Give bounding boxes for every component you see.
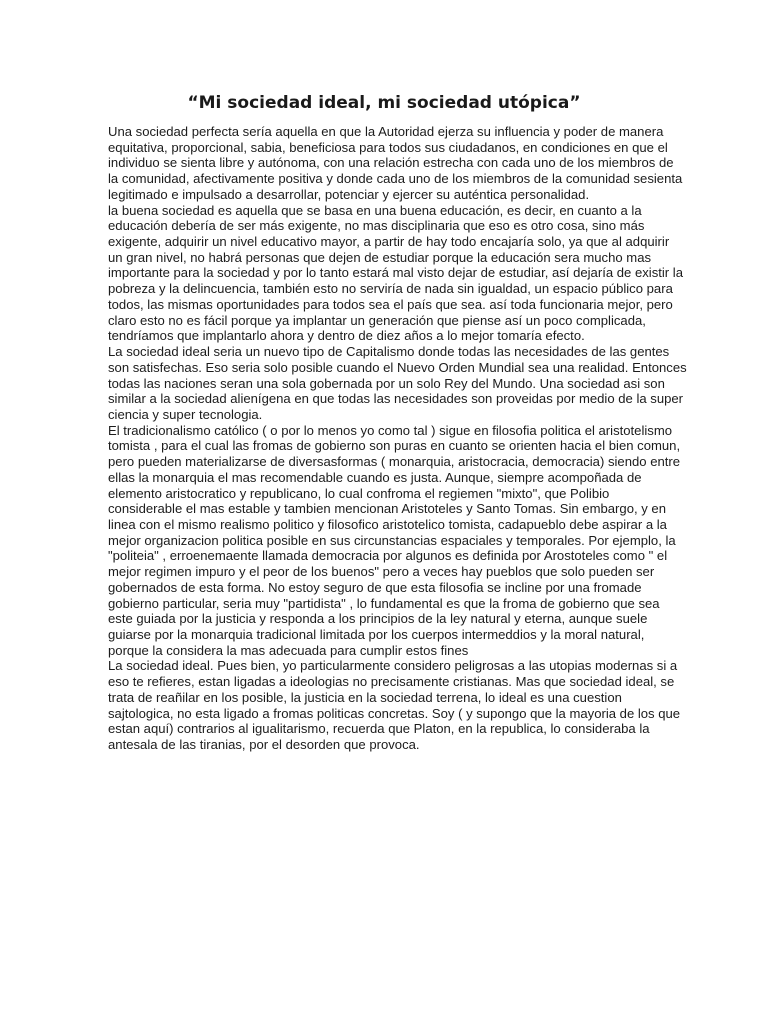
text-line: estan aquí) contrarios al igualitarismo, recuerda que Platon, en la republica, lo consideraba la	[108, 721, 650, 737]
text-line: sajtologica, no esta ligado a fromas politicas concretas. Soy ( y supongo que la mayoria de los que	[108, 705, 681, 721]
text-line: equitativa, proporcional, sabia, beneficiosa para todos sus ciudadanos, en condiciones en que el	[108, 139, 668, 155]
text-line: similar a la sociedad alienígena en que todas las necesidades son proveidas por medio de la super	[108, 391, 684, 407]
text-line: eso te refieres, estan ligadas a ideologias no precisamente cristianas. Mas que sociedad ideal, se	[108, 674, 675, 690]
text-line: pobreza y la delincuencia, también esto no serviría de nada sin igualdad, un espacio público para	[108, 281, 673, 297]
text-line: tendríamos que implantarlo ahora y dentro de diez años a lo mejor tomaría efecto.	[108, 328, 585, 344]
text-line: exigente, adquirir un nivel educativo mayor, a partir de hay todo encajaría solo, ya que al adquirir	[108, 234, 670, 250]
paragraph	[108, 423, 688, 659]
text-line: ellas la monarquia el mas recomendable cuando es justa. Aunque, siempre acompoñada de	[108, 469, 642, 485]
paragraph	[108, 658, 688, 752]
text-line: la buena sociedad es aquella que se basa en una buena educación, es decir, en cuanto a la	[108, 202, 642, 218]
text-line: legitimado e impulsado a desarrollar, potenciar y ejercer su auténtica personalidad.	[108, 186, 590, 202]
paragraph	[108, 124, 688, 203]
text-line: claro esto no es fácil porque ya implantar un generación que piense así un poco complicada,	[108, 312, 646, 328]
text-line: mejor regimen impuro y el peor de los buenos" pero a veces hay pueblos que solo pueden ser	[108, 564, 655, 580]
text-line: El tradicionalismo católico ( o por lo menos yo como tal ) sigue en filosofia politica el aristotelismo	[108, 422, 673, 438]
text-line: gobernados de esta forma. No estoy seguro de que esta filosofia se incline por una fromade	[108, 579, 642, 595]
text-line: La sociedad ideal. Pues bien, yo particularmente considero peligrosas a las utopias modernas si a	[108, 658, 678, 674]
text-line: Una sociedad perfecta sería aquella en que la Autoridad ejerza su influencia y poder de manera	[108, 124, 664, 139]
text-line: educación debería de ser más exigente, no mas disciplinaria que eso es otro cosa, sino más	[108, 218, 645, 234]
text-line: "politeia" , erroenemaente llamada democracia por algunos es definida por Arostoteles como " el	[108, 548, 668, 564]
document-body	[108, 124, 688, 753]
text-line: porque la considera la mas adecuada para cumplir estos fines	[108, 642, 469, 658]
text-line: importante para la sociedad y por lo tanto estará mal visto dejar de estudiar, así dejaría de existir la	[108, 265, 683, 281]
text-line: gobierno particular, seria muy "partidista" , lo fundamental es que la froma de gobierno que sea	[108, 595, 660, 611]
document-title: “Mi sociedad ideal, mi sociedad utópica”	[187, 93, 581, 113]
text-line: mejor organizacion politica posible en sus circunstancias espaciales y temporales. Por ejemplo, la	[108, 532, 676, 548]
text-line: individuo se sienta libre y autónoma, con una relación estrecha con cada uno de los miembros de	[108, 155, 674, 171]
text-line: La sociedad ideal seria un nuevo tipo de Capitalismo donde todas las necesidades de las gentes	[108, 344, 670, 360]
text-line: linea con el mismo realismo politico y filosofico aristotelico tomista, cadapueblo debe aspirar a la	[108, 516, 667, 532]
text-line: un gran nivel, no habrá personas que dejen de estudiar porque la educación sera mucho mas	[108, 249, 652, 265]
text-line: considerable el mas estable y tambien mencionan Aristoteles y Santo Tomas. Sin embargo, y en	[108, 501, 666, 517]
text-line: elemento aristocratico y republicano, lo cual confroma el regiemen "mixto", que Polibio	[108, 485, 610, 501]
text-line: son satisfechas. Eso seria solo posible cuando el Nuevo Orden Mundial sea una realidad. Entonces	[108, 359, 687, 375]
text-line: la comunidad, afectivamente positiva y donde cada uno de los miembros de la comunidad sesienta	[108, 171, 683, 187]
text-line: trata de reañilar en los posible, la justicia en la sociedad terrena, lo ideal es una cuestion	[108, 689, 622, 705]
text-line: todos, las mismas oportunidades para todos sea el país que sea. así toda funcionaria mejor, pero	[108, 296, 673, 312]
text-line: guiarse por la monarquia tradicional limitada por los cuerpos intermeddios y la moral natural,	[108, 627, 645, 642]
text-line: ciencia y super tecnologia.	[108, 406, 263, 422]
text-line: todas las naciones seran una sola gobernada por un solo Rey del Mundo. Una sociedad asi son	[108, 375, 665, 391]
paragraph	[108, 203, 688, 344]
text-line: antesala de las tiranias, por el desorden que provoca.	[108, 737, 420, 753]
text-line: este guiada por la justicia y responda a los principios de la ley natural y eterna, aunque suele	[108, 611, 648, 627]
paragraph	[108, 344, 688, 423]
text-line: pero pueden materializarse de diversasformas ( monarquia, aristocracia, democracia) siendo entre	[108, 454, 681, 470]
text-line: tomista , para el cual las fromas de gobierno son puras en cuanto se orienten hacia el bien comun,	[108, 438, 681, 454]
